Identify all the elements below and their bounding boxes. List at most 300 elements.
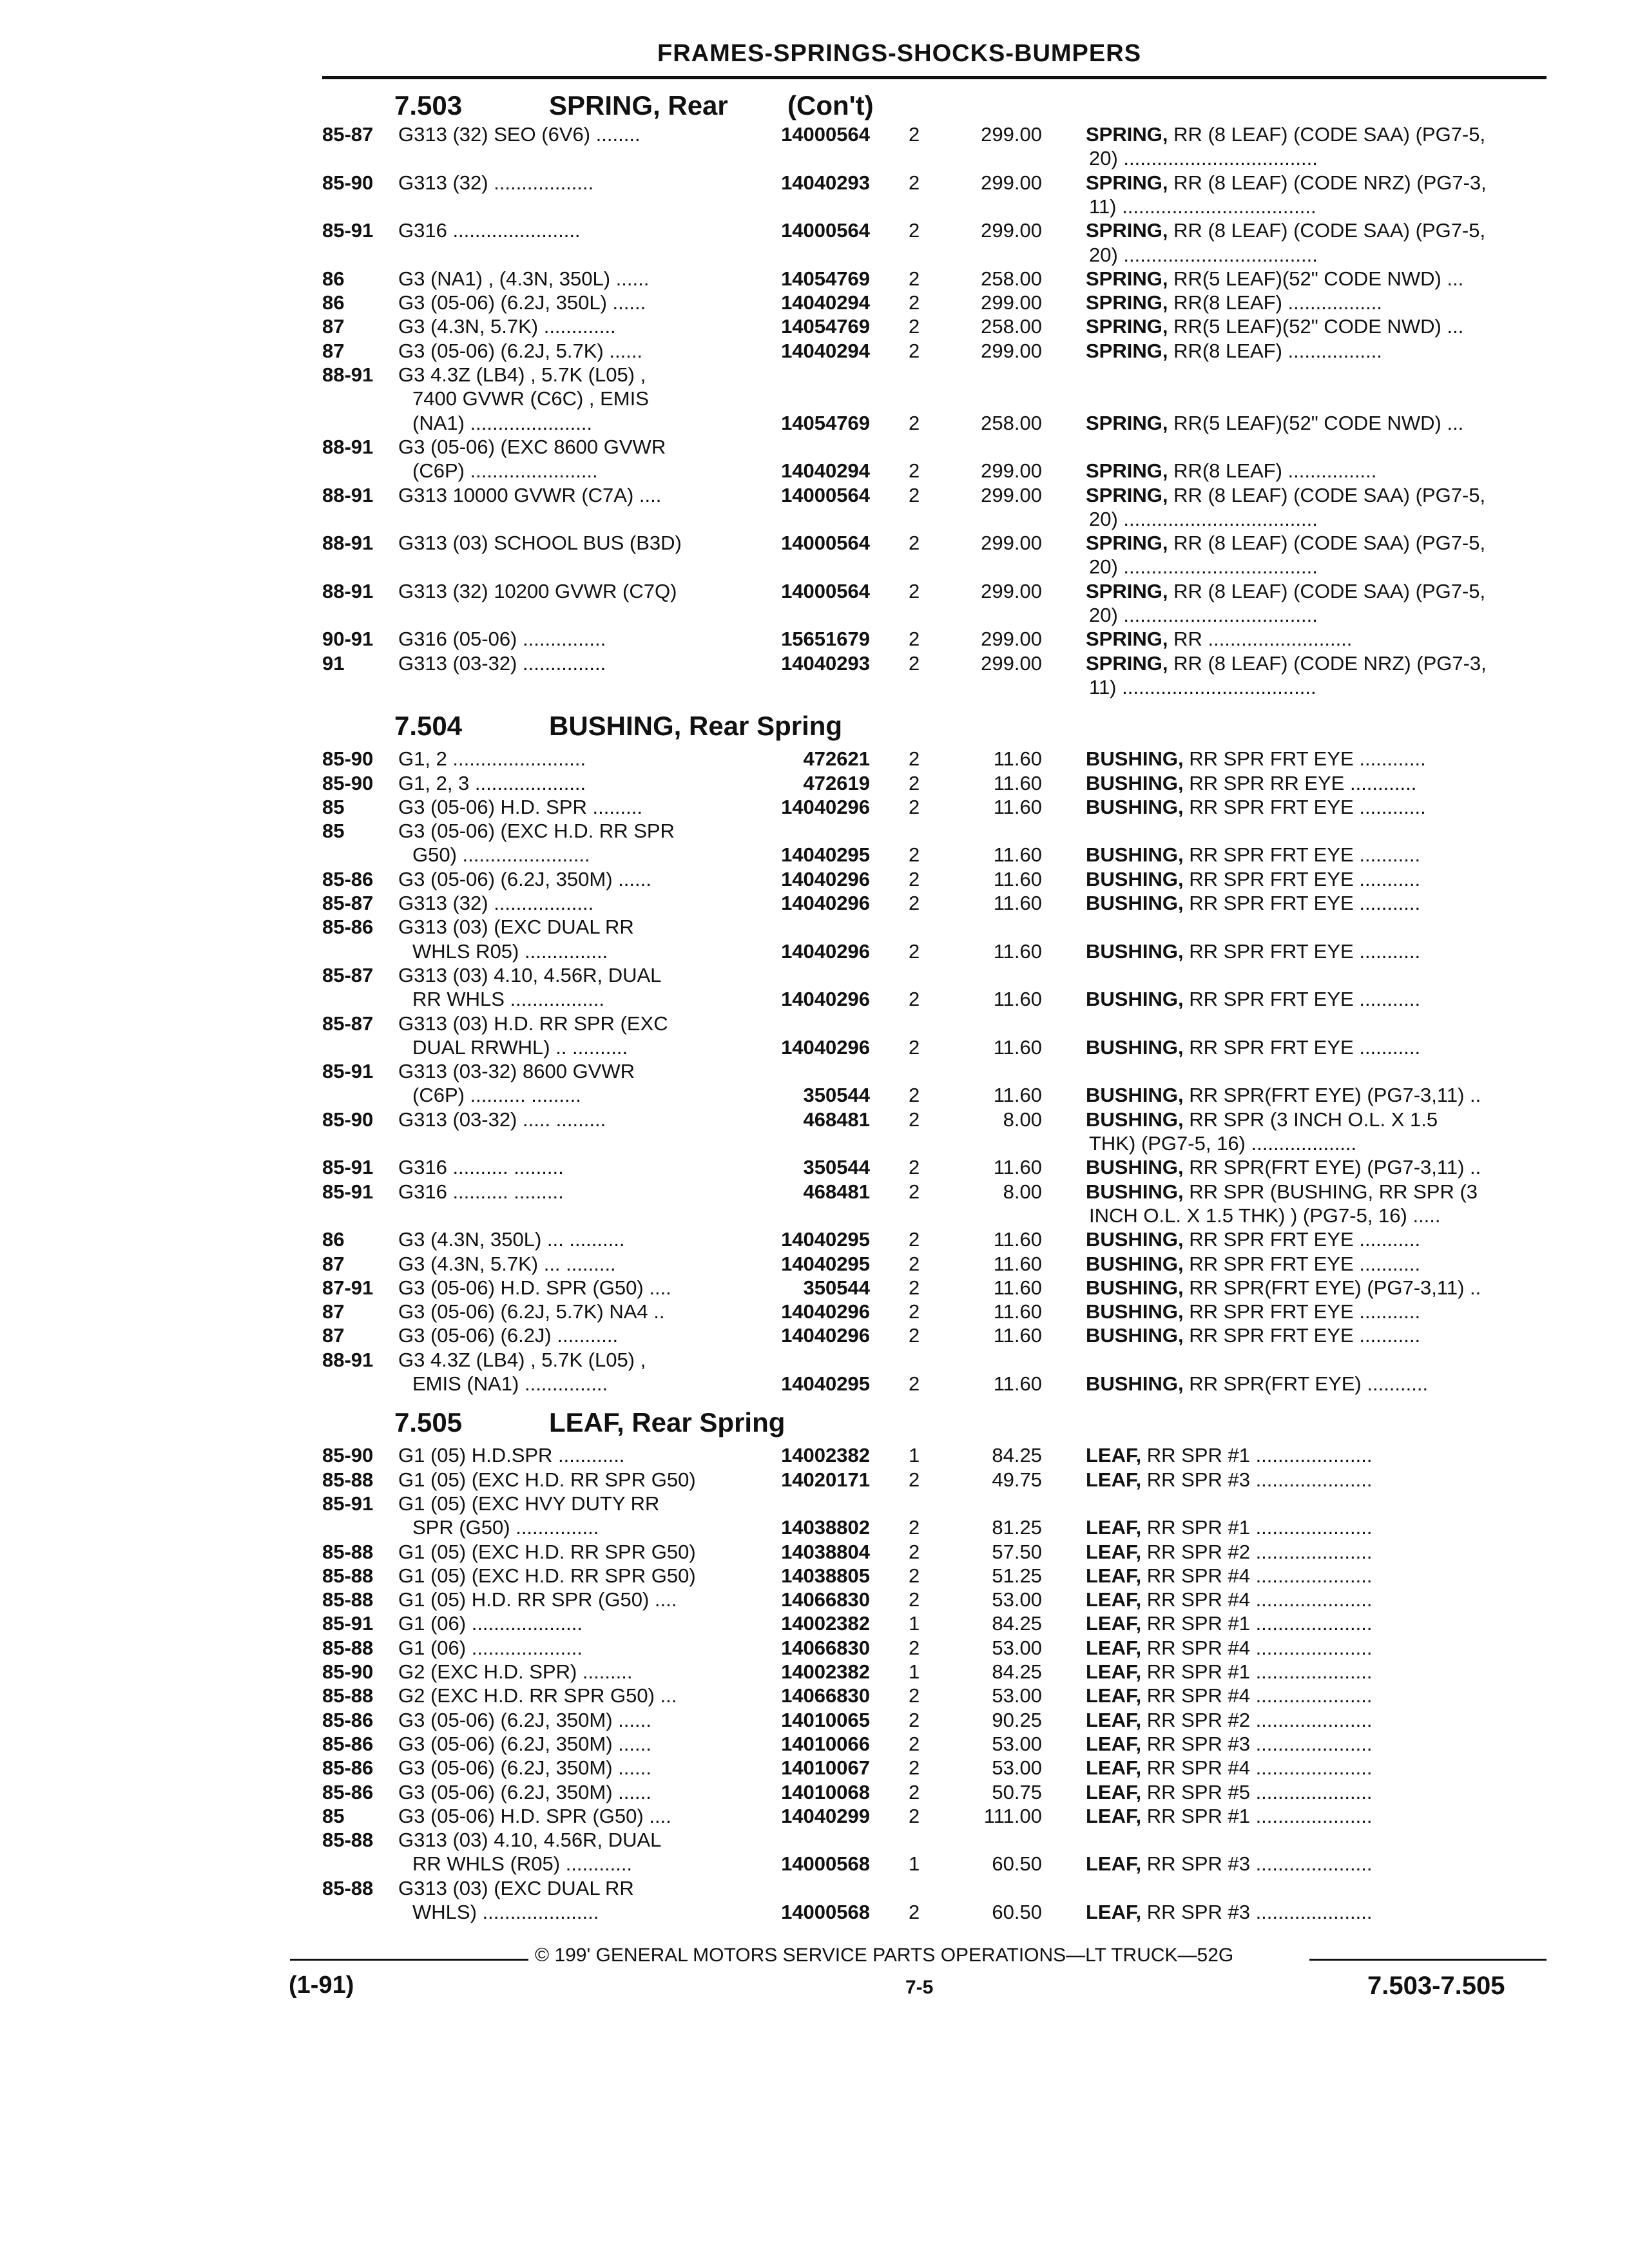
part-number: 14040295 (781, 1372, 870, 1395)
table-row (322, 146, 1547, 171)
table-row (322, 1852, 1547, 1876)
description-text: RR SPR #1 ..................... (1141, 1612, 1373, 1635)
table-row (322, 1204, 1547, 1228)
description-head: SPRING, (1086, 219, 1168, 242)
part-number: 14000564 (781, 123, 870, 146)
description-text: RR(8 LEAF) ................. (1168, 339, 1382, 362)
quantity: 2 (909, 1780, 920, 1803)
description-text: RR SPR (BUSHING, RR SPR (3 (1183, 1180, 1478, 1203)
description (1086, 531, 1485, 555)
description-head: BUSHING, (1086, 1252, 1184, 1275)
description (1086, 1660, 1372, 1684)
description-text: RR SPR FRT EYE ........... (1183, 939, 1421, 963)
copyright-line: © 199' GENERAL MOTORS SERVICE PARTS OPERATIONS—LT TRUCK—52G (535, 1945, 1234, 1966)
quantity: 2 (909, 219, 920, 242)
description-text: RR(5 LEAF)(52" CODE NWD) ... (1168, 267, 1464, 290)
description-head: LEAF, (1086, 1516, 1142, 1539)
price: 11.60 (993, 1035, 1042, 1059)
description (1086, 171, 1487, 195)
description (1086, 1636, 1372, 1660)
application: G1, 2 ........................ (398, 747, 586, 771)
application: G1 (05) (EXC H.D. RR SPR G50) (398, 1540, 696, 1563)
application: G313 (03-32) ..... ......... (398, 1108, 606, 1131)
part-number: 14040295 (781, 1252, 870, 1275)
description-head: SPRING, (1086, 267, 1168, 290)
application: G3 (4.3N, 350L) ... .......... (398, 1228, 625, 1251)
table-row (322, 891, 1547, 916)
description-text: RR SPR #4 ..................... (1141, 1564, 1373, 1587)
part-number: 350544 (803, 1084, 870, 1107)
description (1086, 867, 1420, 891)
page-number: 7-5 (905, 1977, 934, 1998)
quantity: 2 (909, 1108, 920, 1131)
price: 11.60 (993, 747, 1042, 771)
description (1086, 891, 1420, 915)
description (1086, 314, 1463, 338)
part-number: 14020171 (781, 1468, 870, 1491)
description (1089, 195, 1316, 218)
section-number: 7.503 (394, 90, 463, 120)
model-years: 85-87 (322, 123, 374, 146)
quantity: 2 (909, 747, 920, 771)
description (1089, 1131, 1356, 1155)
quantity: 2 (909, 1372, 920, 1395)
description (1086, 1227, 1420, 1251)
quantity: 2 (909, 267, 920, 290)
description-head: LEAF, (1086, 1708, 1142, 1731)
table-row (322, 795, 1547, 820)
part-number: 14002382 (781, 1444, 870, 1467)
quantity: 2 (909, 1035, 920, 1059)
quantity: 2 (909, 771, 920, 794)
part-number: 14000564 (781, 579, 870, 602)
price: 8.00 (1003, 1180, 1042, 1203)
quantity: 2 (909, 1516, 920, 1539)
description-text: RR (8 LEAF) (CODE SAA) (PG7-5, (1168, 532, 1486, 555)
price: 11.60 (993, 988, 1042, 1011)
description-text: 20) ................................... (1089, 243, 1318, 266)
model-years: 85 (322, 1804, 345, 1827)
description-head: SPRING, (1086, 483, 1168, 506)
price: 11.60 (993, 1372, 1042, 1395)
application: G3 (05-06) (6.2J, 5.7K) NA4 .. (398, 1300, 665, 1323)
price: 258.00 (981, 315, 1042, 338)
application: DUAL RRWHL) .. .......... (412, 1035, 628, 1059)
table-row (322, 1876, 1547, 1901)
table-row (322, 435, 1547, 459)
price: 90.25 (992, 1708, 1042, 1731)
description-head: LEAF, (1086, 1636, 1142, 1659)
table-row (322, 843, 1547, 867)
part-number: 14054769 (781, 267, 870, 290)
quantity: 2 (909, 628, 920, 651)
description-head: LEAF, (1086, 1468, 1142, 1491)
model-years: 85-88 (322, 1636, 374, 1659)
price: 299.00 (981, 339, 1042, 362)
application: G313 (03) SCHOOL BUS (B3D) (398, 532, 682, 555)
application: 7400 GVWR (C6C) , EMIS (412, 387, 649, 410)
price: 84.25 (992, 1660, 1042, 1683)
description-head: LEAF, (1086, 1804, 1142, 1827)
table-row (322, 1083, 1547, 1108)
section-name: LEAF, Rear Spring (549, 1407, 786, 1438)
price: 60.50 (992, 1852, 1042, 1876)
description-text: RR SPR #4 ..................... (1141, 1636, 1373, 1659)
application: G50) ....................... (412, 843, 590, 867)
price: 299.00 (981, 651, 1042, 675)
description-text: 20) ................................... (1089, 555, 1318, 579)
description (1089, 675, 1316, 699)
part-number: 14040296 (781, 1324, 870, 1347)
model-years: 87 (322, 1252, 345, 1275)
description-text: RR SPR FRT EYE ............ (1183, 795, 1426, 818)
description-head: BUSHING, (1086, 1228, 1184, 1251)
description-text: RR SPR(FRT EYE) (PG7-3,11) .. (1183, 1156, 1481, 1179)
description-head: BUSHING, (1086, 747, 1184, 771)
part-number: 14066830 (781, 1684, 870, 1707)
part-number: 14038805 (781, 1564, 870, 1587)
description-head: LEAF, (1086, 1732, 1142, 1755)
description (1086, 1708, 1372, 1732)
description-text: RR SPR FRT EYE ........... (1183, 1324, 1421, 1347)
table-row (322, 1636, 1547, 1660)
description-text: RR SPR #1 ..................... (1141, 1660, 1373, 1683)
model-years: 88-91 (322, 483, 374, 506)
description-head: SPRING, (1086, 123, 1168, 146)
model-years: 86 (322, 1228, 345, 1251)
model-years: 85-87 (322, 892, 374, 914)
price: 8.00 (1003, 1108, 1042, 1131)
table-row (322, 195, 1547, 219)
part-number: 472619 (803, 771, 870, 794)
price: 299.00 (981, 628, 1042, 651)
application: G1 (06) .................... (398, 1612, 583, 1635)
description-head: BUSHING, (1086, 1324, 1184, 1347)
price: 50.75 (992, 1780, 1042, 1803)
footer-rule-right (1309, 1959, 1547, 1961)
part-number: 14000564 (781, 219, 870, 242)
description-head: SPRING, (1086, 532, 1168, 555)
quantity: 2 (909, 1756, 920, 1780)
quantity: 2 (909, 1252, 920, 1275)
description-head: LEAF, (1086, 1588, 1142, 1611)
description (1086, 122, 1485, 146)
quantity: 1 (909, 1852, 920, 1876)
table-row (322, 579, 1547, 604)
description-head: LEAF, (1086, 1660, 1142, 1683)
description-head: BUSHING, (1086, 1035, 1184, 1059)
description-head: SPRING, (1086, 171, 1168, 194)
description-head: LEAF, (1086, 1756, 1142, 1780)
table-row (322, 1900, 1547, 1925)
part-number: 14040295 (781, 1228, 870, 1251)
table-row (322, 218, 1547, 243)
application: G3 (05-06) (EXC 8600 GVWR (398, 435, 666, 458)
table-row (322, 507, 1547, 532)
description-head: BUSHING, (1086, 892, 1184, 914)
application: G1 (05) (EXC HVY DUTY RR (398, 1492, 660, 1515)
price: 81.25 (992, 1516, 1042, 1539)
description-text: RR SPR #3 ..................... (1141, 1468, 1373, 1491)
part-number: 14054769 (781, 411, 870, 434)
price: 11.60 (993, 939, 1042, 963)
revision-date: (1-91) (289, 1972, 354, 1999)
description (1086, 939, 1420, 963)
description-head: BUSHING, (1086, 988, 1184, 1011)
table-row (322, 651, 1547, 676)
description (1086, 1372, 1428, 1396)
price: 53.00 (992, 1588, 1042, 1611)
part-number: 14040293 (781, 171, 870, 194)
description (1086, 1540, 1372, 1564)
application: G2 (EXC H.D. RR SPR G50) ... (398, 1684, 677, 1707)
description-text: RR (8 LEAF) (CODE SAA) (PG7-5, (1168, 219, 1486, 242)
quantity: 2 (909, 1084, 920, 1107)
description (1089, 243, 1318, 267)
quantity: 2 (909, 1228, 920, 1251)
description-text: 20) ................................... (1089, 604, 1318, 626)
table-row (322, 1828, 1547, 1852)
application: G313 (32) SEO (6V6) ........ (398, 123, 641, 146)
price: 111.00 (983, 1804, 1042, 1827)
table-row (322, 1180, 1547, 1204)
table-row (322, 1227, 1547, 1252)
description (1086, 1443, 1372, 1467)
model-years: 85 (322, 820, 345, 843)
price: 299.00 (981, 532, 1042, 555)
description-text: RR SPR #1 ..................... (1141, 1444, 1373, 1467)
description (1089, 555, 1318, 579)
application: G3 (05-06) (6.2J, 350L) ...... (398, 291, 646, 314)
application: G316 .......... ......... (398, 1180, 564, 1203)
table-row (322, 1131, 1547, 1156)
description-head: BUSHING, (1086, 1084, 1184, 1107)
description (1089, 603, 1318, 627)
quantity: 2 (909, 459, 920, 483)
application: G1 (05) H.D.SPR ............ (398, 1444, 625, 1467)
application: G3 4.3Z (LB4) , 5.7K (L05) , (398, 1348, 646, 1371)
description (1086, 339, 1382, 363)
description-text: RR SPR #1 ..................... (1141, 1804, 1373, 1827)
description (1086, 795, 1426, 819)
model-years: 87 (322, 315, 345, 338)
application: WHLS R05) ............... (412, 939, 608, 963)
table-row (322, 1348, 1547, 1372)
description-text: 11) ................................... (1089, 195, 1316, 218)
model-years: 85-88 (322, 1684, 374, 1707)
section-name: SPRING, Rear (549, 90, 728, 120)
quantity: 2 (909, 171, 920, 194)
price: 11.60 (993, 892, 1042, 914)
quantity: 2 (909, 651, 920, 675)
model-years: 87-91 (322, 1276, 374, 1299)
price: 299.00 (981, 123, 1042, 146)
section-note: (Con't) (787, 90, 874, 120)
part-number: 472621 (803, 747, 870, 771)
application: G313 (32) .................. (398, 171, 594, 194)
application: EMIS (NA1) ............... (412, 1372, 608, 1395)
table-row (322, 122, 1547, 147)
table-row (322, 363, 1547, 387)
price: 11.60 (993, 1300, 1042, 1323)
table-row (322, 1540, 1547, 1564)
description-text: 20) ................................... (1089, 147, 1318, 170)
quantity: 2 (909, 1901, 920, 1923)
description (1086, 1468, 1372, 1492)
application: G3 (NA1) , (4.3N, 350L) ...... (398, 267, 650, 290)
price: 11.60 (993, 867, 1042, 890)
description (1086, 651, 1487, 675)
section-name: BUSHING, Rear Spring (549, 711, 843, 742)
price: 299.00 (981, 291, 1042, 314)
description (1089, 146, 1318, 170)
model-years: 85-90 (322, 771, 374, 794)
table-row (322, 1252, 1547, 1276)
model-years: 88-91 (322, 435, 374, 458)
quantity: 1 (909, 1612, 920, 1635)
price: 84.25 (992, 1612, 1042, 1635)
model-years: 85-88 (322, 1588, 374, 1611)
part-number: 14040294 (781, 339, 870, 362)
description (1086, 267, 1463, 291)
application: G316 ....................... (398, 219, 581, 242)
model-years: 85-90 (322, 1444, 374, 1467)
description-text: RR SPR FRT EYE ........... (1183, 843, 1421, 867)
model-years: 87 (322, 1300, 345, 1323)
description-text: RR SPR FRT EYE ........... (1183, 1228, 1421, 1251)
quantity: 2 (909, 1156, 920, 1179)
description-text: RR SPR #3 ..................... (1141, 1732, 1373, 1755)
description-head: LEAF, (1086, 1901, 1142, 1923)
table-row (322, 1276, 1547, 1300)
description (1086, 291, 1382, 314)
table-row (322, 1372, 1547, 1396)
model-years: 85-91 (322, 1156, 374, 1179)
table-row (322, 555, 1547, 579)
part-number: 14000568 (781, 1901, 870, 1923)
table-row (322, 819, 1547, 843)
description (1086, 1300, 1420, 1323)
description-text: THK) (PG7-5, 16) ................... (1089, 1132, 1357, 1155)
model-years: 85-87 (322, 963, 374, 986)
description (1086, 1180, 1478, 1204)
application: G3 (05-06) (EXC H.D. RR SPR (398, 820, 675, 843)
description (1086, 1611, 1372, 1635)
quantity: 2 (909, 532, 920, 555)
quantity: 2 (909, 579, 920, 602)
price: 53.00 (992, 1684, 1042, 1707)
quantity: 2 (909, 1732, 920, 1755)
quantity: 2 (909, 988, 920, 1011)
description (1086, 1083, 1481, 1107)
description (1089, 1204, 1441, 1227)
quantity: 2 (909, 843, 920, 867)
part-number: 350544 (803, 1276, 870, 1299)
table-row (322, 243, 1547, 267)
description-text: RR SPR FRT EYE ............ (1183, 747, 1426, 771)
table-row (322, 1780, 1547, 1805)
application: G313 (03) H.D. RR SPR (EXC (398, 1012, 668, 1035)
model-years: 85-88 (322, 1564, 374, 1587)
description (1086, 1732, 1372, 1756)
table-row (322, 411, 1547, 436)
model-years: 85-91 (322, 1612, 374, 1635)
table-row (322, 387, 1547, 411)
description (1086, 1108, 1438, 1131)
description (1086, 1588, 1372, 1611)
price: 299.00 (981, 483, 1042, 506)
application: G3 (05-06) (6.2J, 350M) ...... (398, 1780, 651, 1803)
application: G3 (05-06) (6.2J, 350M) ...... (398, 1708, 651, 1731)
model-years: 85-86 (322, 1732, 374, 1755)
application: G313 (03-32) ............... (398, 651, 606, 675)
description-head: BUSHING, (1086, 1300, 1184, 1323)
part-number: 14040296 (781, 1035, 870, 1059)
description (1086, 1900, 1372, 1924)
application: G313 (32) .................. (398, 892, 594, 914)
application: G1 (05) H.D. RR SPR (G50) .... (398, 1588, 677, 1611)
part-number: 14000568 (781, 1852, 870, 1876)
application: (C6P) .......... ......... (412, 1084, 581, 1107)
price: 53.00 (992, 1636, 1042, 1659)
price: 53.00 (992, 1732, 1042, 1755)
application: G3 (05-06) (6.2J, 350M) ...... (398, 1756, 651, 1780)
part-number: 14010067 (781, 1756, 870, 1780)
table-row (322, 1468, 1547, 1492)
table-row (322, 1564, 1547, 1588)
table-row (322, 1611, 1547, 1636)
model-years: 85-86 (322, 916, 374, 939)
description-text: RR SPR(FRT EYE) ........... (1183, 1372, 1429, 1395)
table-row (322, 1708, 1547, 1733)
application: G313 (03) 4.10, 4.56R, DUAL (398, 963, 662, 986)
price: 299.00 (981, 459, 1042, 483)
application: G1 (06) .................... (398, 1636, 583, 1659)
application: G313 10000 GVWR (C7A) .... (398, 483, 662, 506)
description (1086, 1515, 1372, 1539)
model-years: 85-86 (322, 1780, 374, 1803)
model-years: 85-90 (322, 1108, 374, 1131)
application: G3 (05-06) H.D. SPR (G50) .... (398, 1804, 671, 1827)
price: 84.25 (992, 1444, 1042, 1467)
application: G3 (4.3N, 5.7K) ............. (398, 315, 616, 338)
description (1086, 1323, 1420, 1347)
part-number: 14040299 (781, 1804, 870, 1827)
table-row (322, 1323, 1547, 1348)
part-number: 14000564 (781, 532, 870, 555)
description-text: RR (8 LEAF) (CODE NRZ) (PG7-3, (1168, 651, 1487, 675)
table-row (322, 1300, 1547, 1324)
description-head: BUSHING, (1086, 1372, 1184, 1395)
price: 53.00 (992, 1756, 1042, 1780)
price: 49.75 (992, 1468, 1042, 1491)
description-head: LEAF, (1086, 1564, 1142, 1587)
model-years: 85-90 (322, 171, 374, 194)
price: 51.25 (992, 1564, 1042, 1587)
model-years: 88-91 (322, 363, 374, 386)
description-head: BUSHING, (1086, 1156, 1184, 1179)
model-years: 85-91 (322, 1492, 374, 1515)
table-row (322, 483, 1547, 508)
description-text: 11) ................................... (1089, 675, 1316, 698)
description-text: RR(8 LEAF) ................ (1168, 459, 1377, 483)
quantity: 2 (909, 1324, 920, 1347)
description (1086, 1035, 1420, 1059)
application: (C6P) ....................... (412, 459, 598, 483)
part-number: 14054769 (781, 315, 870, 338)
price: 11.60 (993, 795, 1042, 818)
section-range: 7.503-7.505 (1367, 1972, 1505, 2000)
